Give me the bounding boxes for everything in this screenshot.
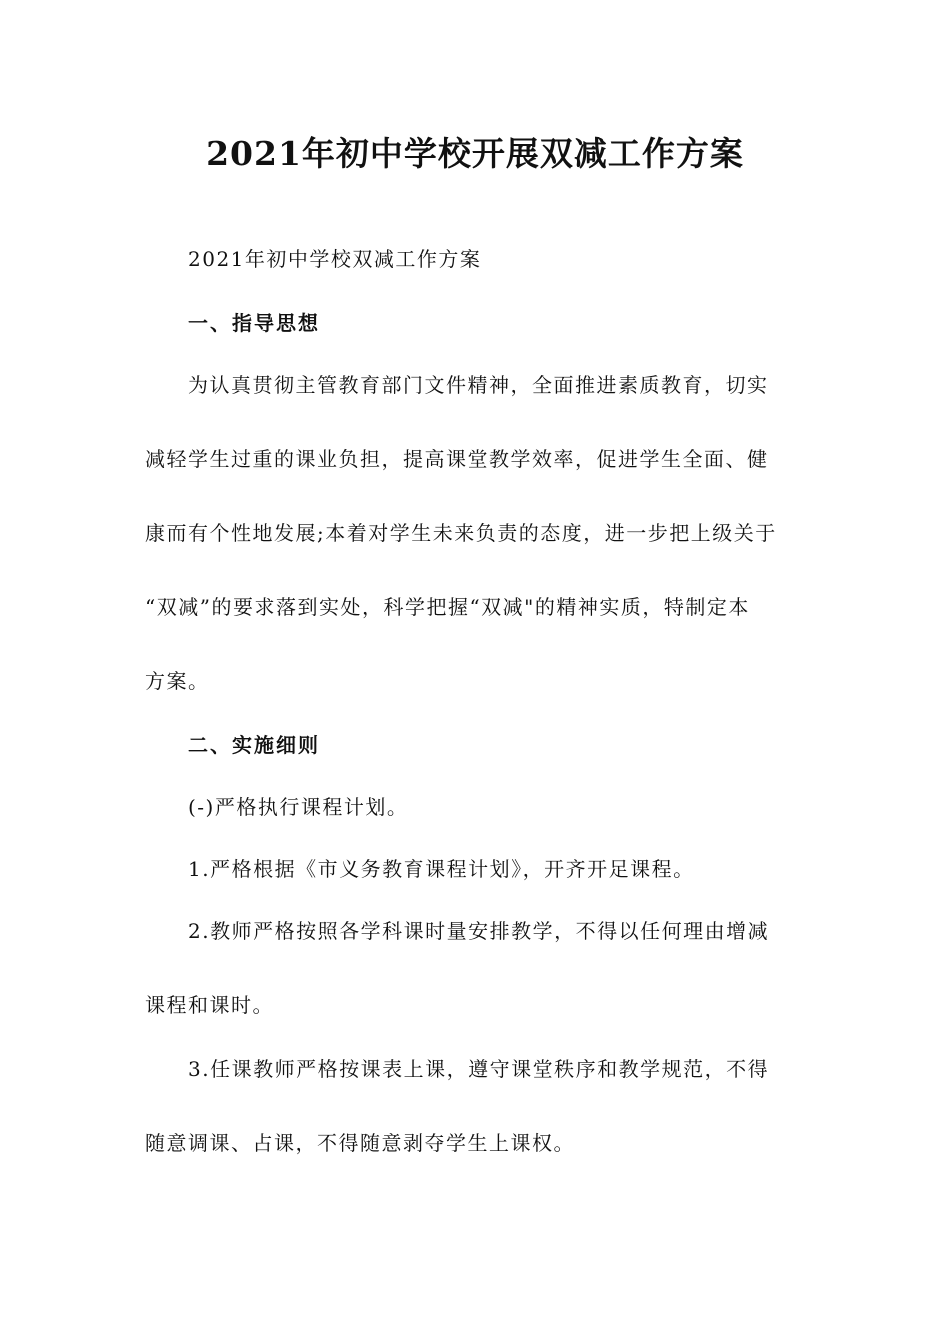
document-subtitle: 2021年初中学校双减工作方案 — [188, 247, 482, 271]
list-item: 2.教师严格按照各学科课时量安排教学，不得以任何理由增减 — [188, 919, 770, 943]
list-item: 1.严格根据《市义务教育课程计划》，开齐开足课程。 — [188, 857, 695, 881]
paragraph-line: “双减”的要求落到实处，科学把握“双减"的精神实质，特制定本 — [145, 595, 750, 619]
subsection-heading: (-)严格执行课程计划。 — [188, 795, 409, 819]
document-title: 2021年初中学校开展双减工作方案 — [206, 134, 744, 173]
section-heading-implementation-rules: 二、实施细则 — [188, 733, 320, 757]
paragraph-line: 减轻学生过重的课业负担，提高课堂教学效率，促进学生全面、健 — [145, 447, 769, 471]
list-item-continuation: 课程和课时。 — [145, 993, 274, 1017]
list-item: 3.任课教师严格按课表上课，遵守课堂秩序和教学规范，不得 — [188, 1057, 770, 1081]
paragraph-line: 康而有个性地发展;本着对学生未来负责的态度，进一步把上级关于 — [145, 521, 777, 545]
section-heading-guiding-ideology: 一、指导思想 — [188, 311, 320, 335]
paragraph-line: 方案。 — [145, 669, 210, 693]
paragraph-line: 为认真贯彻主管教育部门文件精神，全面推进素质教育，切实 — [188, 373, 769, 397]
list-item-continuation: 随意调课、占课，不得随意剥夺学生上课权。 — [145, 1131, 575, 1155]
